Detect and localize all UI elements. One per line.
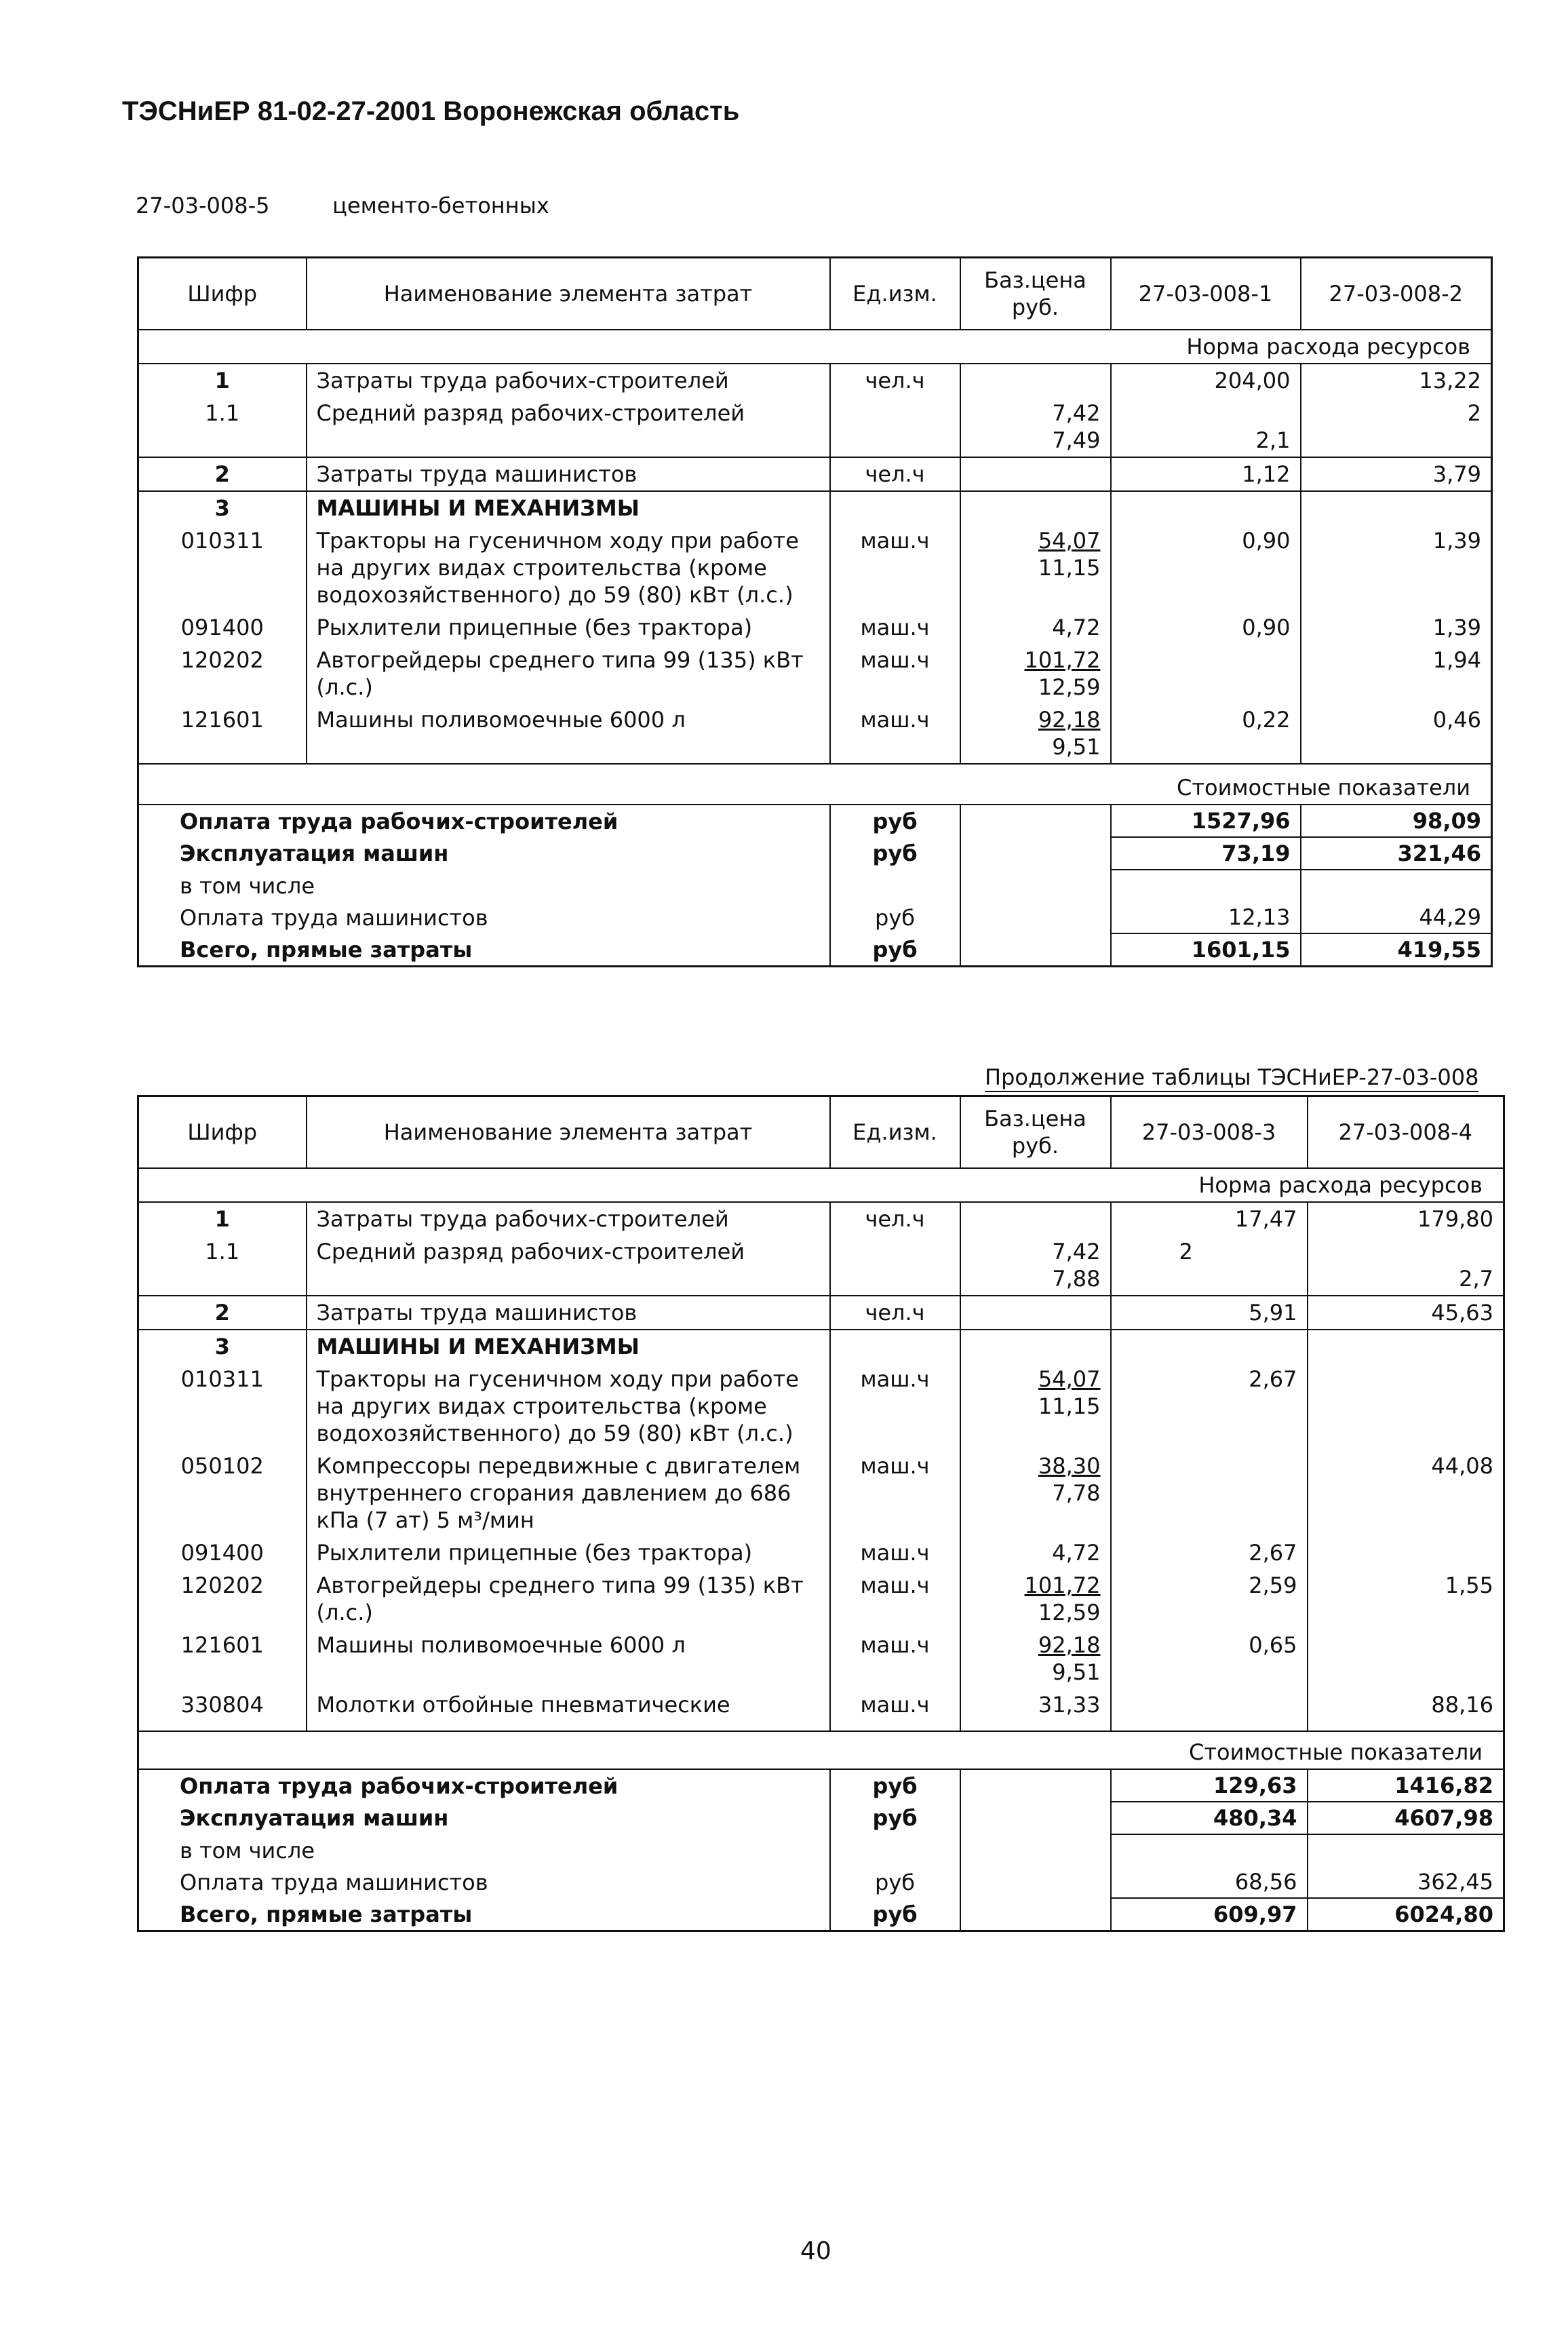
row-name: Тракторы на гусеничном ходу при работе на других видах строительства (кроме водохозяйственного) до 59 (80) кВт (л.с.) xyxy=(307,524,830,611)
row-value-b: 88,16 xyxy=(1431,1692,1493,1718)
col-header-unit: Ед.изм. xyxy=(830,1096,960,1169)
table-row xyxy=(138,1629,1504,1688)
summary-value-a: 480,34 xyxy=(1111,1802,1308,1834)
row-value-a: 0,90 xyxy=(1111,524,1301,611)
summary-unit: руб xyxy=(830,902,960,933)
row-price xyxy=(960,364,1111,397)
row-value-a xyxy=(1111,1688,1308,1731)
row-price xyxy=(960,1296,1111,1330)
row-value-a xyxy=(1111,1330,1308,1363)
row-value-b: 1,39 xyxy=(1432,615,1481,640)
table-row xyxy=(138,1569,1504,1629)
page-number: 40 xyxy=(800,2237,831,2265)
summary-price xyxy=(960,902,1111,933)
row-value-b xyxy=(1308,1536,1504,1569)
row-value-b: 0,46 xyxy=(1432,707,1481,733)
row-value-a xyxy=(1111,1450,1308,1536)
summary-value-b: 4607,98 xyxy=(1308,1802,1504,1834)
summary-label: Оплата труда рабочих-строителей xyxy=(180,808,619,834)
row-value-a: 0,65 xyxy=(1111,1629,1308,1688)
row-value-a: 2 xyxy=(1111,1235,1308,1296)
summary-price xyxy=(960,1834,1111,1866)
summary-value-b: 362,45 xyxy=(1308,1866,1504,1898)
row-value-b: 1,39 xyxy=(1432,528,1481,554)
section-norms: Норма расхода ресурсов xyxy=(138,330,1492,364)
summary-unit xyxy=(830,870,960,902)
row-price xyxy=(960,1363,1111,1450)
row-code: 1.1 xyxy=(138,397,307,457)
row-code: 121601 xyxy=(138,703,307,764)
row-code: 091400 xyxy=(138,611,307,644)
row-unit: маш.ч xyxy=(830,1536,960,1569)
summary-unit: руб xyxy=(830,1866,960,1898)
row-code: 091400 xyxy=(138,1536,307,1569)
summary-value-b: 1416,82 xyxy=(1308,1769,1504,1802)
row-unit: маш.ч xyxy=(830,1629,960,1688)
resource-table-2 xyxy=(137,1095,1505,1932)
row-code: 1 xyxy=(138,1202,307,1235)
row-code: 120202 xyxy=(138,1569,307,1629)
summary-value-a: 73,19 xyxy=(1111,837,1301,870)
row-value-a: 204,00 xyxy=(1111,364,1301,397)
row-value-b: 1,94 xyxy=(1432,647,1481,673)
summary-unit: руб xyxy=(830,837,960,870)
row-unit: чел.ч xyxy=(830,1296,960,1330)
row-value-a: 2,67 xyxy=(1111,1363,1308,1450)
summary-label: Всего, прямые затраты xyxy=(180,936,473,963)
resource-table-1 xyxy=(137,256,1493,967)
table-row xyxy=(138,1688,1504,1731)
summary-value-b: 98,09 xyxy=(1301,805,1492,837)
price-line: 7,42 xyxy=(1052,400,1101,426)
row-unit: маш.ч xyxy=(830,1363,960,1450)
row-name: Машины поливомоечные 6000 л xyxy=(307,703,830,764)
row-unit xyxy=(830,397,960,457)
section-costs: Стоимостные показатели xyxy=(138,764,1492,805)
row-value-b: 3,79 xyxy=(1301,457,1492,491)
summary-price xyxy=(960,1769,1111,1802)
table-row xyxy=(138,364,1492,397)
row-value-b xyxy=(1308,1629,1504,1688)
row-price xyxy=(960,644,1111,703)
row-unit: маш.ч xyxy=(830,1569,960,1629)
price-line: 12,59 xyxy=(1038,674,1101,700)
row-unit: чел.ч xyxy=(830,457,960,491)
price-line: 7,42 xyxy=(1052,1239,1101,1264)
summary-row xyxy=(138,870,1492,902)
summary-value-a: 68,56 xyxy=(1111,1866,1308,1898)
page-title: ТЭСНиЕР 81-02-27-2001 Воронежская область xyxy=(122,96,740,126)
row-value-b xyxy=(1301,491,1492,524)
row-value-b: 2,7 xyxy=(1459,1266,1493,1292)
row-price: 4,72 xyxy=(960,1536,1111,1569)
table-row xyxy=(138,1235,1504,1296)
row-value-a: 2,59 xyxy=(1111,1569,1308,1629)
table-row xyxy=(138,491,1492,524)
row-price xyxy=(960,457,1111,491)
row-value-b: 2 xyxy=(1467,400,1481,426)
row-name: Средний разряд рабочих-строителей xyxy=(307,397,830,457)
price-line: 9,51 xyxy=(1052,734,1101,760)
subheader-code: 27-03-008-5 xyxy=(136,193,270,218)
row-name: Затраты труда машинистов xyxy=(307,457,830,491)
price-line: 7,49 xyxy=(1052,427,1101,453)
price-line: 9,51 xyxy=(1052,1659,1101,1685)
price-line: 54,07 xyxy=(1038,1366,1101,1392)
row-name: Машины поливомоечные 6000 л xyxy=(307,1629,830,1688)
price-line: 11,15 xyxy=(1038,555,1101,581)
row-code: 010311 xyxy=(138,1363,307,1450)
summary-value-b: 6024,80 xyxy=(1308,1898,1504,1931)
row-value-a: 0,22 xyxy=(1111,703,1301,764)
summary-unit: руб xyxy=(830,1898,960,1931)
row-value-a: 5,91 xyxy=(1111,1296,1308,1330)
summary-label: Оплата труда машинистов xyxy=(180,904,488,931)
summary-label: Оплата труда рабочих-строителей xyxy=(180,1773,619,1799)
col-header-name: Наименование элемента затрат xyxy=(307,1096,830,1169)
row-code: 1 xyxy=(138,364,307,397)
row-value-a: 1,12 xyxy=(1111,457,1301,491)
row-value-b: 1,55 xyxy=(1445,1572,1493,1598)
summary-row xyxy=(138,805,1492,837)
summary-row xyxy=(138,1898,1504,1931)
summary-value-a: 1527,96 xyxy=(1111,805,1301,837)
row-value-b xyxy=(1308,1363,1504,1450)
row-name: Тракторы на гусеничном ходу при работе на других видах строительства (кроме водохозяйственного) до 59 (80) кВт (л.с.) xyxy=(307,1363,830,1450)
table-row xyxy=(138,457,1492,491)
row-name: Затраты труда машинистов xyxy=(307,1296,830,1330)
table-row xyxy=(138,611,1492,644)
row-price xyxy=(960,1330,1111,1363)
col-header-price: Баз.цена руб. xyxy=(960,258,1111,330)
price-line: 54,07 xyxy=(1038,528,1101,554)
row-price xyxy=(960,397,1111,457)
price-line: 101,72 xyxy=(1024,647,1101,673)
summary-price xyxy=(960,870,1111,902)
row-value-b: 179,80 xyxy=(1417,1206,1493,1232)
row-price xyxy=(960,1629,1111,1688)
summary-label: в том числе xyxy=(180,872,315,899)
row-value-b: 13,22 xyxy=(1419,368,1481,393)
summary-value-b: 44,29 xyxy=(1301,902,1492,933)
summary-value-a: 12,13 xyxy=(1111,902,1301,933)
row-name: Затраты труда рабочих-строителей xyxy=(307,364,830,397)
row-name: Затраты труда рабочих-строителей xyxy=(307,1202,830,1235)
col-header-name: Наименование элемента затрат xyxy=(307,258,830,330)
price-line: 92,18 xyxy=(1038,1632,1101,1658)
table-row xyxy=(138,644,1492,703)
row-name: Средний разряд рабочих-строителей xyxy=(307,1235,830,1296)
col-header-code: Шифр xyxy=(138,258,307,330)
price-line: 7,78 xyxy=(1052,1480,1101,1506)
row-value-b: 44,08 xyxy=(1431,1453,1493,1479)
section-row xyxy=(138,330,1492,364)
summary-row xyxy=(138,1802,1504,1834)
table-row xyxy=(138,1296,1504,1330)
row-price xyxy=(960,1450,1111,1536)
subheader xyxy=(136,193,549,218)
col-header-a: 27-03-008-1 xyxy=(1111,258,1301,330)
summary-value-a xyxy=(1111,1834,1308,1866)
row-value-b xyxy=(1308,1330,1504,1363)
table-header-row xyxy=(138,258,1492,330)
continuation-title: Продолжение таблицы ТЭСНиЕР-27-03-008 xyxy=(985,1064,1478,1092)
col-header-a: 27-03-008-3 xyxy=(1111,1096,1308,1169)
row-name: Рыхлители прицепные (без трактора) xyxy=(307,1536,830,1569)
row-price: 31,33 xyxy=(960,1688,1111,1731)
row-price xyxy=(960,1235,1111,1296)
section-row xyxy=(138,764,1492,805)
summary-row xyxy=(138,902,1492,933)
summary-price xyxy=(960,837,1111,870)
summary-value-a: 1601,15 xyxy=(1111,933,1301,967)
row-unit xyxy=(830,1330,960,1363)
table-row xyxy=(138,524,1492,611)
table-row xyxy=(138,397,1492,457)
col-header-b: 27-03-008-4 xyxy=(1308,1096,1504,1169)
row-price xyxy=(960,524,1111,611)
row-name: Компрессоры передвижные с двигателем внутреннего сгорания давлением до 686 кПа (7 ат) 5 м³/мин xyxy=(307,1450,830,1536)
col-header-b: 27-03-008-2 xyxy=(1301,258,1492,330)
summary-label: Эксплуатация машин xyxy=(180,1805,449,1831)
row-price: 4,72 xyxy=(960,611,1111,644)
row-code: 3 xyxy=(138,1330,307,1363)
row-code: 3 xyxy=(138,491,307,524)
summary-row xyxy=(138,837,1492,870)
summary-label: Всего, прямые затраты xyxy=(180,1901,473,1927)
summary-unit: руб xyxy=(830,805,960,837)
summary-unit: руб xyxy=(830,933,960,967)
row-value-a: 17,47 xyxy=(1111,1202,1308,1235)
row-name: Автогрейдеры среднего типа 99 (135) кВт (л.с.) xyxy=(307,644,830,703)
row-value-a: 0,90 xyxy=(1111,611,1301,644)
row-price xyxy=(960,1569,1111,1629)
summary-price xyxy=(960,933,1111,967)
row-unit: маш.ч xyxy=(830,1450,960,1536)
section-row xyxy=(138,1168,1504,1202)
row-unit: маш.ч xyxy=(830,524,960,611)
row-unit: чел.ч xyxy=(830,364,960,397)
section-row xyxy=(138,1731,1504,1769)
row-code: 120202 xyxy=(138,644,307,703)
price-line: 92,18 xyxy=(1038,707,1101,733)
table-row xyxy=(138,1202,1504,1235)
summary-label: в том числе xyxy=(180,1837,315,1863)
row-unit: маш.ч xyxy=(830,611,960,644)
row-code: 2 xyxy=(138,1296,307,1330)
row-value-a xyxy=(1111,491,1301,524)
row-value-a xyxy=(1111,644,1301,703)
summary-unit xyxy=(830,1834,960,1866)
summary-value-b: 321,46 xyxy=(1301,837,1492,870)
row-code: 010311 xyxy=(138,524,307,611)
row-price xyxy=(960,491,1111,524)
price-line: 7,88 xyxy=(1052,1266,1101,1292)
row-unit xyxy=(830,1235,960,1296)
section-costs: Стоимостные показатели xyxy=(138,1731,1504,1769)
table-row xyxy=(138,1450,1504,1536)
summary-value-b xyxy=(1301,870,1492,902)
row-price xyxy=(960,703,1111,764)
row-unit: маш.ч xyxy=(830,1688,960,1731)
row-code: 2 xyxy=(138,457,307,491)
summary-price xyxy=(960,1866,1111,1898)
row-unit xyxy=(830,491,960,524)
row-name: Автогрейдеры среднего типа 99 (135) кВт (л.с.) xyxy=(307,1569,830,1629)
summary-value-a: 129,63 xyxy=(1111,1769,1308,1802)
row-unit: маш.ч xyxy=(830,644,960,703)
row-value-a: 2,1 xyxy=(1111,397,1301,457)
row-name: Молотки отбойные пневматические xyxy=(307,1688,830,1731)
table-row xyxy=(138,1536,1504,1569)
section-norms: Норма расхода ресурсов xyxy=(138,1168,1504,1202)
summary-price xyxy=(960,1802,1111,1834)
table-row xyxy=(138,703,1492,764)
summary-row xyxy=(138,1769,1504,1802)
row-value-a: 2,67 xyxy=(1111,1536,1308,1569)
summary-row xyxy=(138,933,1492,967)
summary-value-b xyxy=(1308,1834,1504,1866)
summary-price xyxy=(960,805,1111,837)
price-line: 38,30 xyxy=(1038,1453,1101,1479)
row-name: МАШИНЫ И МЕХАНИЗМЫ xyxy=(307,1330,830,1363)
col-header-unit: Ед.изм. xyxy=(830,258,960,330)
table-header-row xyxy=(138,1096,1504,1169)
row-unit: маш.ч xyxy=(830,703,960,764)
summary-unit: руб xyxy=(830,1769,960,1802)
summary-value-a: 609,97 xyxy=(1111,1898,1308,1931)
row-code: 1.1 xyxy=(138,1235,307,1296)
table-row xyxy=(138,1330,1504,1363)
row-code: 050102 xyxy=(138,1450,307,1536)
row-code: 121601 xyxy=(138,1629,307,1688)
summary-value-a xyxy=(1111,870,1301,902)
col-header-price: Баз.цена руб. xyxy=(960,1096,1111,1169)
row-code: 330804 xyxy=(138,1688,307,1731)
summary-label: Оплата труда машинистов xyxy=(180,1869,488,1895)
subheader-text: цементо-бетонных xyxy=(332,193,549,218)
price-line: 12,59 xyxy=(1038,1600,1101,1625)
row-price xyxy=(960,1202,1111,1235)
col-header-code: Шифр xyxy=(138,1096,307,1169)
summary-value-b: 419,55 xyxy=(1301,933,1492,967)
row-unit: чел.ч xyxy=(830,1202,960,1235)
summary-row xyxy=(138,1834,1504,1866)
summary-label: Эксплуатация машин xyxy=(180,840,449,866)
summary-unit: руб xyxy=(830,1802,960,1834)
row-value-b: 45,63 xyxy=(1308,1296,1504,1330)
row-name: Рыхлители прицепные (без трактора) xyxy=(307,611,830,644)
summary-price xyxy=(960,1898,1111,1931)
price-line: 11,15 xyxy=(1038,1393,1101,1419)
table-row xyxy=(138,1363,1504,1450)
summary-row xyxy=(138,1866,1504,1898)
row-name: МАШИНЫ И МЕХАНИЗМЫ xyxy=(307,491,830,524)
price-line: 101,72 xyxy=(1024,1572,1101,1598)
